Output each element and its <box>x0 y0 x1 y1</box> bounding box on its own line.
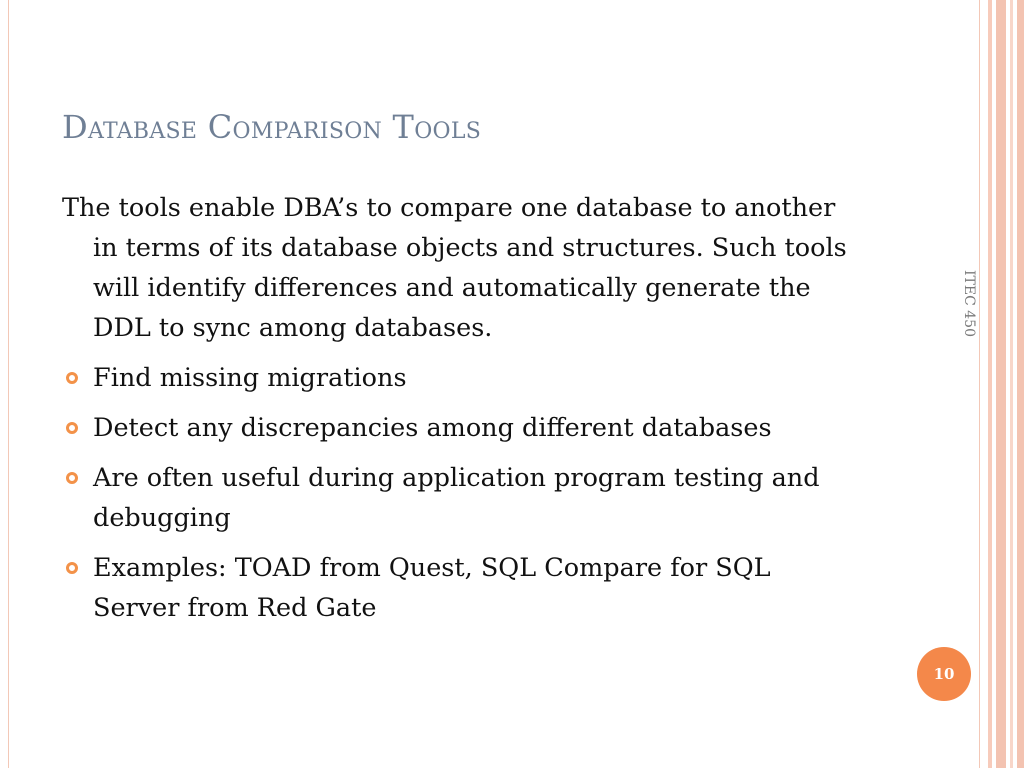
ring-bullet-icon <box>66 472 78 484</box>
decorative-stripe <box>988 0 992 768</box>
bullet-item <box>62 458 862 538</box>
bullet-text: Examples: TOAD from Quest, SQL Compare for SQL Server from Red Gate <box>93 553 771 623</box>
ring-bullet-icon <box>66 562 78 574</box>
decorative-stripe <box>1017 0 1024 768</box>
bullet-text: Find missing migrations <box>93 363 407 393</box>
intro-paragraph: The tools enable DBA’s to compare one database to another in terms of its database objects and structures. Such tools will identify differences and automatically generate the DDL to sync among databases. <box>62 193 847 343</box>
decorative-stripe <box>996 0 1006 768</box>
slide-body <box>62 188 862 638</box>
bullet-text: Detect any discrepancies among different databases <box>93 413 772 443</box>
bullet-item <box>62 408 862 448</box>
bullet-text: Are often useful during application program testing and debugging <box>93 463 820 533</box>
ring-bullet-icon <box>66 372 78 384</box>
course-label: ITEC 450 <box>961 270 977 337</box>
slide-title: Database Comparison Tools <box>62 108 482 146</box>
decorative-stripe <box>1010 0 1013 768</box>
bullet-list <box>62 358 862 628</box>
ring-bullet-icon <box>66 422 78 434</box>
bullet-item <box>62 548 862 628</box>
page-number-badge: 10 <box>917 647 971 701</box>
bullet-item <box>62 358 862 398</box>
